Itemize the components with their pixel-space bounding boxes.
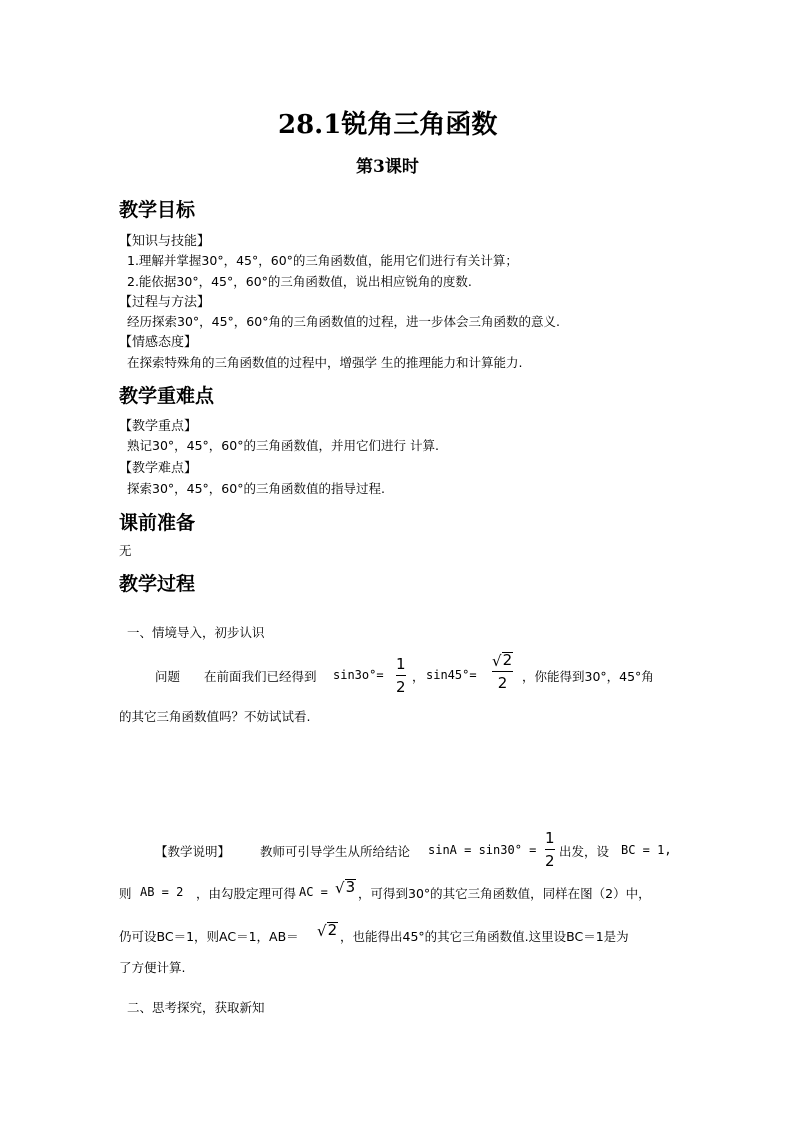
note-line3-a: 仍可设BC＝1，则AC＝1，AB＝ <box>119 929 299 944</box>
sqrt-two-note <box>317 922 338 940</box>
note-text-part2: 出发，设 <box>559 844 610 859</box>
prep-content: 无 <box>119 543 132 558</box>
fraction-one-half-note <box>545 829 555 870</box>
fraction-numerator: 1 <box>545 829 555 847</box>
note-ab: AB = 2 <box>140 885 184 899</box>
note-ac: AC = <box>299 885 328 899</box>
fraction-one-half <box>396 655 406 696</box>
sqrt-three <box>335 879 356 897</box>
note-text-part1: 教师可引导学生从所给结论 <box>260 844 411 859</box>
sqrt-symbol: √ <box>335 879 345 897</box>
sqrt-two <box>492 652 513 669</box>
sqrt-radicand: 2 <box>327 921 338 940</box>
knowledge-item-2: 2.能依据30°，45°，60°的三角函数值，说出相应锐角的度数. <box>127 274 472 289</box>
note-line3-b: ，也能得出45°的其它三角函数值.这里设BC＝1是为 <box>340 929 629 944</box>
fraction-root2-over-2 <box>492 652 513 692</box>
knowledge-tag: 【知识与技能】 <box>119 234 211 249</box>
page-title: 28.1锐角三角函数 <box>278 110 498 140</box>
question-sin45: sin45°= <box>426 668 477 682</box>
sqrt-radicand: 3 <box>345 878 356 897</box>
process-tag: 【过程与方法】 <box>119 295 211 310</box>
knowledge-item-1: 1.理解并掌握30°，45°，60°的三角函数值，能用它们进行有关计算； <box>127 253 518 268</box>
note-line2-a: 则 <box>119 886 132 901</box>
note-tag: 【教学说明】 <box>155 844 231 859</box>
difficulty-item-1: 探索30°，45°，60°的三角函数值的指导过程. <box>127 481 385 496</box>
process-item-1: 经历探索30°，45°，60°角的三角函数值的过程，进一步体会三角函数的意义. <box>127 314 560 329</box>
fraction-bar <box>492 671 513 672</box>
sqrt-symbol: √ <box>317 922 327 940</box>
question-text-part1: 在前面我们已经得到 <box>204 669 317 684</box>
fraction-denominator: 2 <box>396 678 406 696</box>
fraction-bar <box>545 849 555 850</box>
note-line2-b: ，由勾股定理可得 <box>196 886 297 901</box>
sqrt-symbol: √ <box>492 651 502 670</box>
note-formula: sinA = sin30° = <box>428 843 537 857</box>
fraction-denominator: 2 <box>497 673 508 692</box>
question-text-line2: 的其它三角函数值吗？不妨试试看. <box>119 709 311 724</box>
section-heading-process: 教学过程 <box>119 573 196 595</box>
fraction-denominator: 2 <box>545 852 555 870</box>
emotion-item-1: 在探索特殊角的三角函数值的过程中，增强学 生的推理能力和计算能力. <box>127 355 523 370</box>
section-heading-goals: 教学目标 <box>119 199 196 221</box>
note-bc: BC = 1, <box>621 843 672 857</box>
focus-item-1: 熟记30°，45°，60°的三角函数值，并用它们进行 计算. <box>127 438 439 453</box>
step2-title: 二、思考探究，获取新知 <box>127 1000 265 1015</box>
note-line4: 了方便计算. <box>119 960 186 975</box>
emotion-tag: 【情感态度】 <box>119 335 198 350</box>
focus-tag: 【教学重点】 <box>119 419 198 434</box>
note-line2-c: ，可得到30°的其它三角函数值，同样在图（2）中， <box>358 886 651 901</box>
fraction-bar <box>396 675 406 676</box>
question-label: 问题 <box>155 669 181 684</box>
step1-title: 一、情境导入，初步认识 <box>127 625 265 640</box>
fraction-numerator: 1 <box>396 655 406 673</box>
question-text-part2: ，你能得到30°，45°角 <box>522 669 654 684</box>
question-sin30: sin3o°= <box>333 668 384 682</box>
page-subtitle: 第3课时 <box>356 157 419 177</box>
question-comma: ， <box>412 669 425 684</box>
sqrt-radicand: 2 <box>502 651 513 669</box>
section-heading-prep: 课前准备 <box>119 512 196 534</box>
section-heading-key-points: 教学重难点 <box>119 385 215 407</box>
difficulty-tag: 【教学难点】 <box>119 461 198 476</box>
